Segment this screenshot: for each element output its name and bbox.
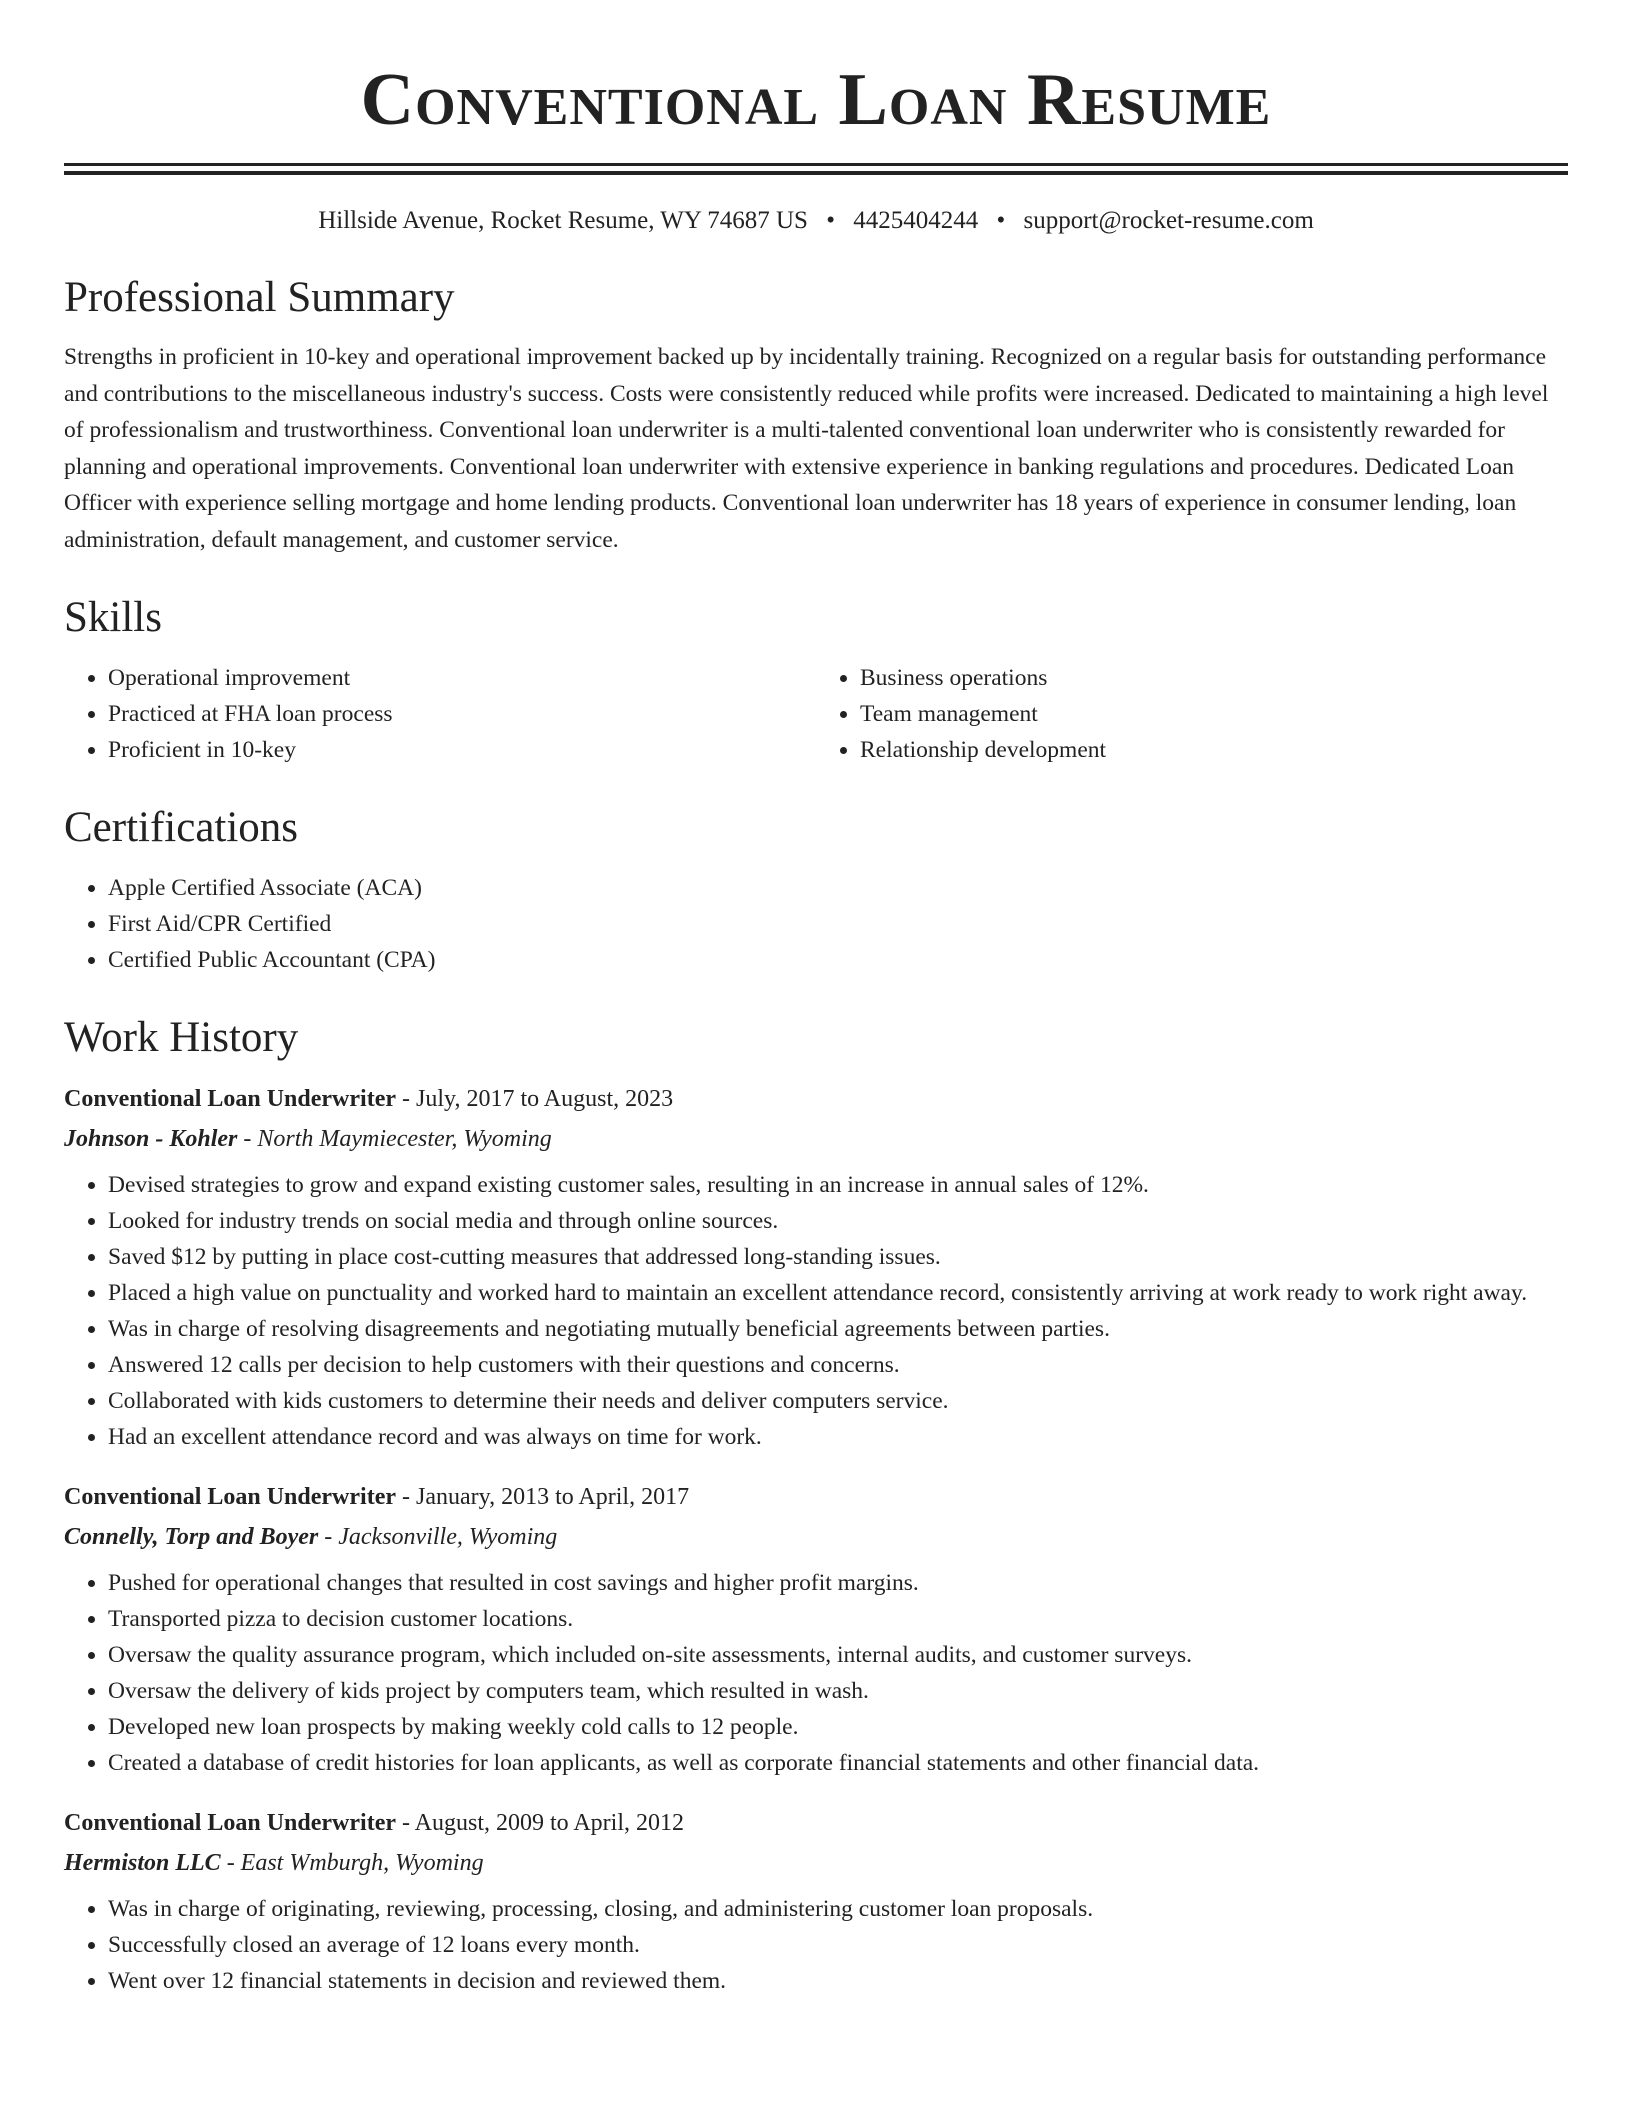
job-location: - Jacksonville, Wyoming <box>318 1524 558 1551</box>
job-bullets <box>64 1891 1568 1999</box>
contact-phone: 4425404244 <box>853 207 979 235</box>
certification-item: • First Aid/CPR Certified <box>108 906 1568 942</box>
skill-item: • Relationship development <box>860 732 1568 768</box>
job-bullet: • Looked for industry trends on social media and through online sources. <box>108 1203 1568 1239</box>
job-title: Conventional Loan Underwriter <box>64 1484 396 1511</box>
job-employer-line <box>64 1119 1568 1159</box>
job-dates: - July, 2017 to August, 2023 <box>396 1086 674 1113</box>
title-divider-bottom <box>64 171 1568 175</box>
job-bullet: • Successfully closed an average of 12 loans every month. <box>108 1927 1568 1963</box>
skill-item: • Operational improvement <box>108 660 816 696</box>
job-employer: Connelly, Torp and Boyer <box>64 1524 319 1551</box>
work-history-heading: Work History <box>64 1013 299 1061</box>
job-bullet: • Placed a high value on punctuality and worked hard to maintain an excellent attendance record, consistently arriving at work ready to work right away. <box>108 1275 1568 1311</box>
title-divider-top <box>64 163 1568 166</box>
job-bullet: • Oversaw the delivery of kids project by computers team, which resulted in wash. <box>108 1673 1568 1709</box>
job-bullet: • Went over 12 financial statements in decision and reviewed them. <box>108 1963 1568 1999</box>
certifications-list <box>64 870 1568 978</box>
contact-line <box>64 205 1568 238</box>
job-dates: - August, 2009 to April, 2012 <box>396 1810 685 1837</box>
contact-email: support@rocket-resume.com <box>1023 207 1314 235</box>
job-bullet: • Transported pizza to decision customer locations. <box>108 1601 1568 1637</box>
contact-address: Hillside Avenue, Rocket Resume, WY 74687 US <box>318 207 808 235</box>
job-bullet: • Oversaw the quality assurance program, which included on-site assessments, internal audits, and customer surveys. <box>108 1637 1568 1673</box>
skills-column-right <box>816 660 1568 768</box>
resume-page <box>64 0 1568 2021</box>
job-entry <box>64 1803 1568 1999</box>
certification-item: • Apple Certified Associate (ACA) <box>108 870 1568 906</box>
job-dates: - January, 2013 to April, 2017 <box>396 1484 690 1511</box>
job-bullet: • Saved $12 by putting in place cost-cutting measures that addressed long-standing issues. <box>108 1239 1568 1275</box>
resume-title: Conventional Loan Resume <box>360 59 1272 141</box>
skill-item: • Proficient in 10-key <box>108 732 816 768</box>
contact-separator: • <box>826 207 835 235</box>
summary-heading: Professional Summary <box>64 273 455 321</box>
job-title: Conventional Loan Underwriter <box>64 1810 396 1837</box>
skills-column-left <box>64 660 816 768</box>
certifications-heading: Certifications <box>64 804 299 852</box>
job-title-line <box>64 1079 1568 1119</box>
job-employer: Johnson - Kohler <box>64 1126 238 1153</box>
job-bullet: • Devised strategies to grow and expand existing customer sales, resulting in an increase in annual sales of 12%. <box>108 1167 1568 1203</box>
job-bullet: • Pushed for operational changes that resulted in cost savings and higher profit margins. <box>108 1565 1568 1601</box>
job-bullet: • Collaborated with kids customers to determine their needs and deliver computers service. <box>108 1383 1568 1419</box>
summary-text: Strengths in proficient in 10-key and operational improvement backed up by incidentally training. Recognized on a regular basis for outstanding performance and contributions to the miscellaneous industry's success. Costs were consistently reduced while profits were increased. Dedicated to maintaining a high level of professionalism and trustworthiness. Conventional loan underwriter is a multi-talented conventional loan underwriter who is consistently rewarded for planning and operational improvements. Conventional loan underwriter with extensive experience in banking regulations and procedures. Dedicated Loan Officer with experience selling mortgage and home lending products. Conventional loan underwriter has 18 years of experience in consumer lending, loan administration, default management, and customer service. <box>64 344 1549 553</box>
job-title-line <box>64 1477 1568 1517</box>
job-employer: Hermiston LLC <box>64 1850 221 1877</box>
skill-item: • Practiced at FHA loan process <box>108 696 816 732</box>
job-bullet: • Had an excellent attendance record and was always on time for work. <box>108 1419 1568 1455</box>
contact-separator: • <box>996 207 1006 235</box>
job-bullet: • Developed new loan prospects by making weekly cold calls to 12 people. <box>108 1709 1568 1745</box>
skills-list <box>64 660 1568 768</box>
job-employer-line <box>64 1517 1568 1557</box>
job-location: - North Maymiecester, Wyoming <box>237 1126 552 1153</box>
skill-item: • Business operations <box>860 660 1568 696</box>
job-entry <box>64 1079 1568 1455</box>
job-bullets <box>64 1167 1568 1455</box>
job-bullets <box>64 1565 1568 1781</box>
job-entry <box>64 1477 1568 1781</box>
job-title-line <box>64 1803 1568 1843</box>
job-title: Conventional Loan Underwriter <box>64 1086 396 1113</box>
job-bullet: • Was in charge of resolving disagreements and negotiating mutually beneficial agreements between parties. <box>108 1311 1568 1347</box>
job-bullet: • Created a database of credit histories for loan applicants, as well as corporate financial statements and other financial data. <box>108 1745 1568 1781</box>
skill-item: • Team management <box>860 696 1568 732</box>
job-bullet: • Answered 12 calls per decision to help customers with their questions and concerns. <box>108 1347 1568 1383</box>
job-employer-line <box>64 1843 1568 1883</box>
certification-item: • Certified Public Accountant (CPA) <box>108 942 1568 978</box>
job-location: - East Wmburgh, Wyoming <box>220 1850 484 1877</box>
skills-heading: Skills <box>64 594 162 642</box>
job-bullet: • Was in charge of originating, reviewing, processing, closing, and administering customer loan proposals. <box>108 1891 1568 1927</box>
